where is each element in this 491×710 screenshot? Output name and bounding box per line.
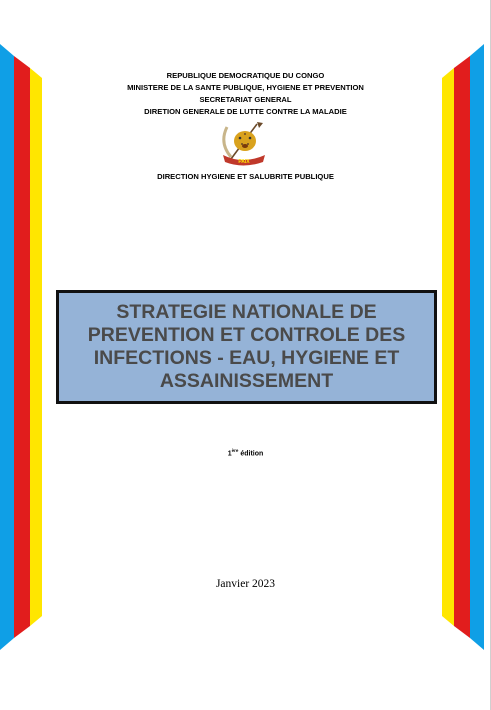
emblem-motto: PAIX — [238, 159, 250, 165]
ministry-name: MINISTERE DE LA SANTE PUBLIQUE, HYGIENE ET PREVENTION — [127, 83, 364, 92]
title-box — [56, 290, 437, 404]
edition-suffix: ère — [231, 448, 239, 453]
country-name: REPUBLIQUE DEMOCRATIQUE DU CONGO — [166, 71, 325, 80]
edition-number: 1 — [227, 450, 232, 458]
edition-label — [0, 448, 491, 457]
secretariat-name: SECRETARIAT GENERAL — [199, 95, 292, 104]
left-flag-stripes — [0, 44, 44, 650]
coat-of-arms-icon — [213, 121, 273, 167]
directorate-general-name: DIRETION GENERALE DE LUTTE CONTRE LA MALADIE — [144, 107, 347, 116]
direction-name: DIRECTION HYGIENE ET SALUBRITE PUBLIQUE — [157, 172, 334, 181]
edition-word: édition — [238, 450, 264, 458]
right-flag-stripes — [440, 44, 484, 650]
document-title: STRATEGIE NATIONALE DE PREVENTION ET CONTROLE DES INFECTIONS - EAU, HYGIENE ET ASSAINISSEMENT — [87, 301, 406, 392]
publication-date: Janvier 2023 — [215, 578, 276, 590]
